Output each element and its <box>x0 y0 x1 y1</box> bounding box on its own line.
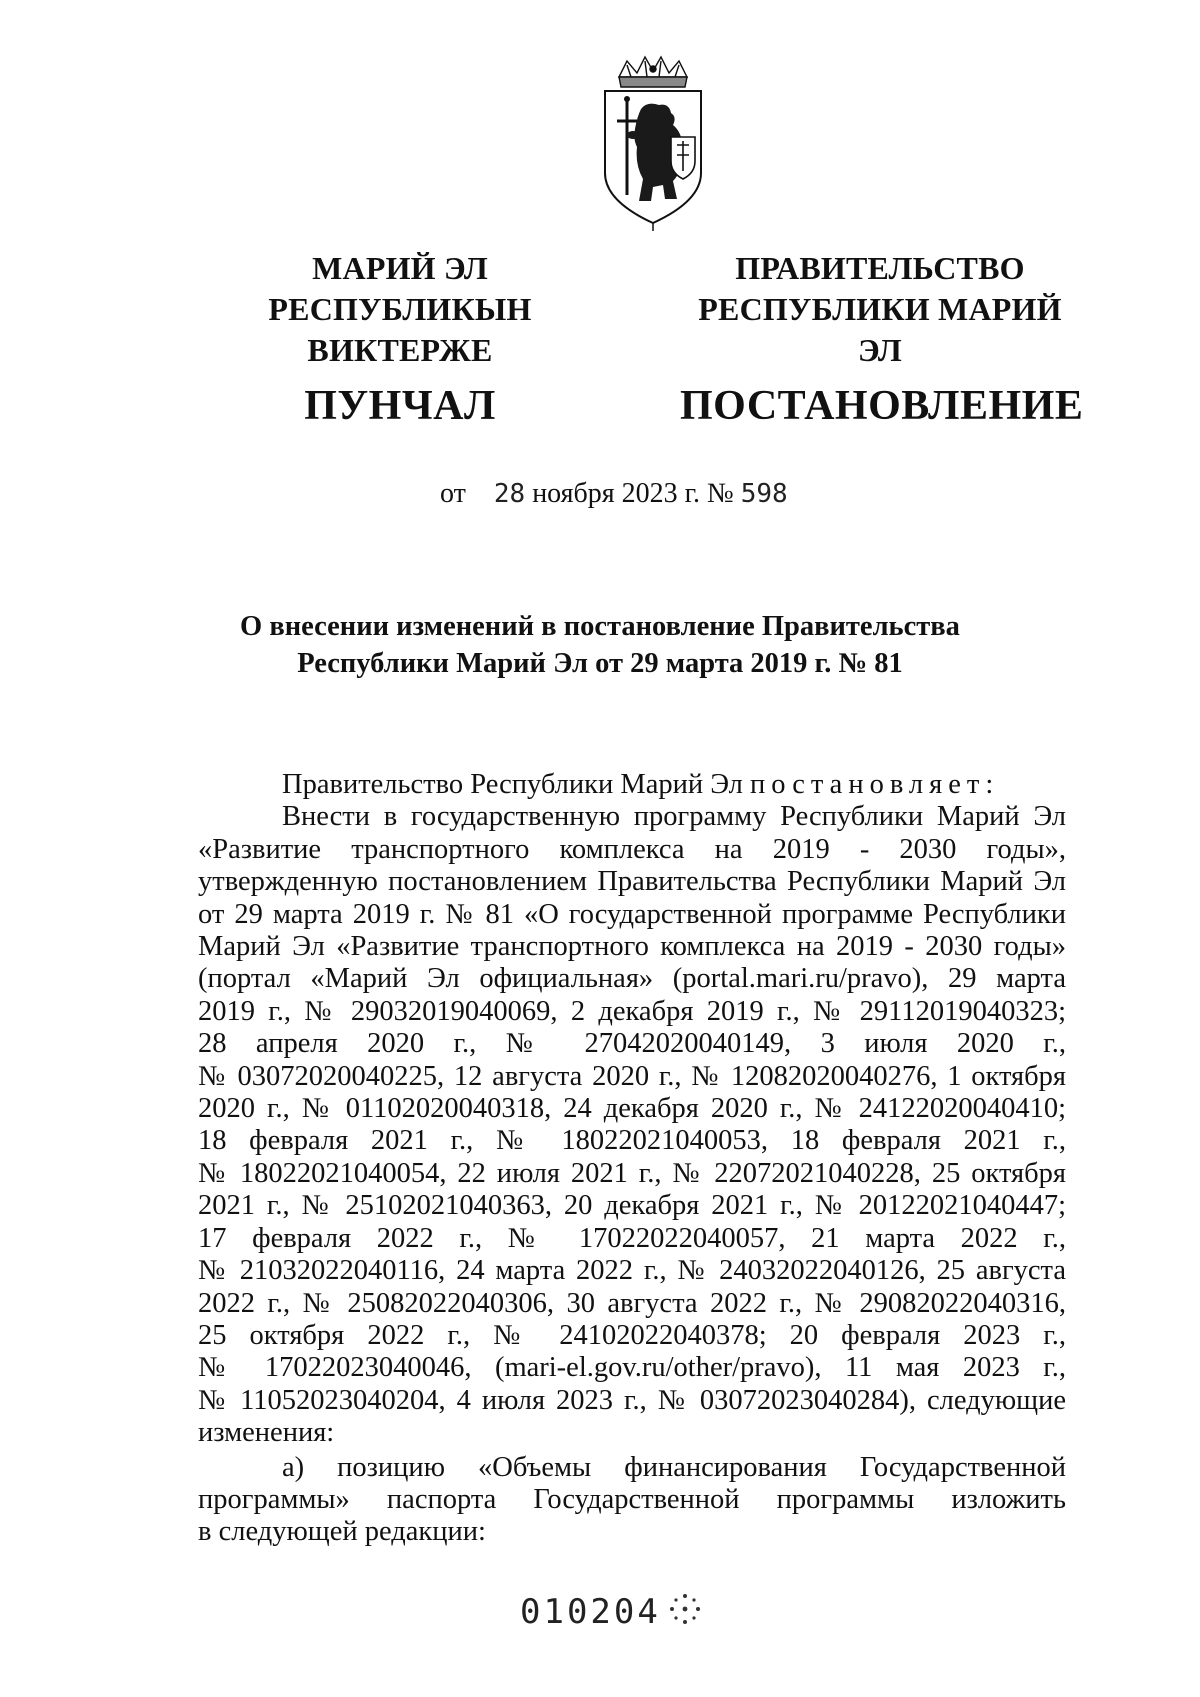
header-right-line1: ПРАВИТЕЛЬСТВО <box>735 250 1025 286</box>
body-line: программы» паспорта Государственной программы изложить <box>198 1483 1066 1515</box>
date-day: 28 <box>493 479 526 509</box>
header-right-doc-type: ПОСТАНОВЛЕНИЕ <box>680 383 1084 429</box>
date-prefix: от <box>440 478 466 509</box>
document-number: 598 <box>740 479 788 509</box>
body-line: 18 февраля 2021 г., № 18022021040053, 18 февраля 2021 г., <box>198 1125 1066 1157</box>
body-line: 17 февраля 2022 г., № 17022022040057, 21 марта 2022 г., <box>198 1222 1066 1254</box>
body-line: 28 апреля 2020 г., № 27042020040149, 3 июля 2020 г., <box>198 1028 1066 1060</box>
body-line: Внести в государственную программу Республики Марий Эл <box>282 801 1066 833</box>
ornament-icon <box>668 1592 702 1626</box>
header-right-line2: РЕСПУБЛИКИ МАРИЙ ЭЛ <box>698 291 1062 368</box>
body-line: № 03072020040225, 12 августа 2020 г., № 12082020040276, 1 октября <box>198 1060 1066 1092</box>
coat-of-arms-icon <box>597 55 709 231</box>
serial-number: 010204 <box>520 1592 661 1632</box>
date-month-year: ноября 2023 г. № <box>532 478 734 509</box>
body-line: № 17022023040046, (mari-el.gov.ru/other/pravo), 11 мая 2023 г., <box>198 1352 1066 1384</box>
body-line: 25 октября 2022 г., № 24102022040378; 20 февраля 2023 г., <box>198 1319 1066 1351</box>
preamble-text: Правительство Республики Марий Эл <box>282 769 743 800</box>
body-line: № 18022021040054, 22 июля 2021 г., № 22072021040228, 25 октября <box>198 1157 1066 1189</box>
header-left-doc-type: ПУНЧАЛ <box>304 383 496 429</box>
header-left-block <box>185 248 615 431</box>
resolution-paragraph <box>198 801 1066 1449</box>
header-left-line1: МАРИЙ ЭЛ РЕСПУБЛИКЫН <box>268 250 532 327</box>
title-line2: Республики Марий Эл от 29 марта 2019 г. № 81 <box>297 648 903 679</box>
body-line: Марий Эл «Развитие транспортного комплекса на 2019 - 2030 годы» <box>198 931 1066 963</box>
preamble-verb: постановляет: <box>750 769 1000 800</box>
preamble <box>198 769 1066 801</box>
document-date-line <box>440 476 788 512</box>
header-right-block <box>680 248 1084 431</box>
header-left-line2: ВИКТЕРЖЕ <box>307 332 493 368</box>
body-line: в следующей редакции: <box>198 1516 486 1548</box>
body-line: утвержденную постановлением Правительства Республики Марий Эл <box>198 866 1066 898</box>
body-line: (портал «Марий Эл официальная» (portal.mari.ru/pravo), 29 марта <box>198 963 1066 995</box>
body-line: 2022 г., № 25082022040306, 30 августа 2022 г., № 29082022040316, <box>198 1287 1066 1319</box>
title-line1: О внесении изменений в постановление Правительства <box>240 611 960 642</box>
document-body <box>198 769 1066 1549</box>
body-line: «Развитие транспортного комплекса на 2019 - 2030 годы», <box>198 833 1066 865</box>
body-line: 2020 г., № 01102020040318, 24 декабря 2020 г., № 24122020040410; <box>198 1093 1066 1125</box>
body-line: изменения: <box>198 1417 335 1449</box>
body-line: 2021 г., № 25102021040363, 20 декабря 2021 г., № 20122021040447; <box>198 1190 1066 1222</box>
body-line: № 21032022040116, 24 марта 2022 г., № 24032022040126, 25 августа <box>198 1255 1066 1287</box>
body-line: от 29 марта 2019 г. № 81 «О государственной программе Республики <box>198 898 1066 930</box>
body-line: а) позицию «Объемы финансирования Государственной <box>282 1451 1066 1483</box>
document-title <box>180 608 1020 682</box>
body-line: 2019 г., № 29032019040069, 2 декабря 2019 г., № 29112019040323; <box>198 995 1066 1027</box>
item-a-paragraph <box>198 1452 1066 1549</box>
body-line: № 11052023040204, 4 июля 2023 г., № 03072023040284), следующие <box>198 1384 1066 1416</box>
